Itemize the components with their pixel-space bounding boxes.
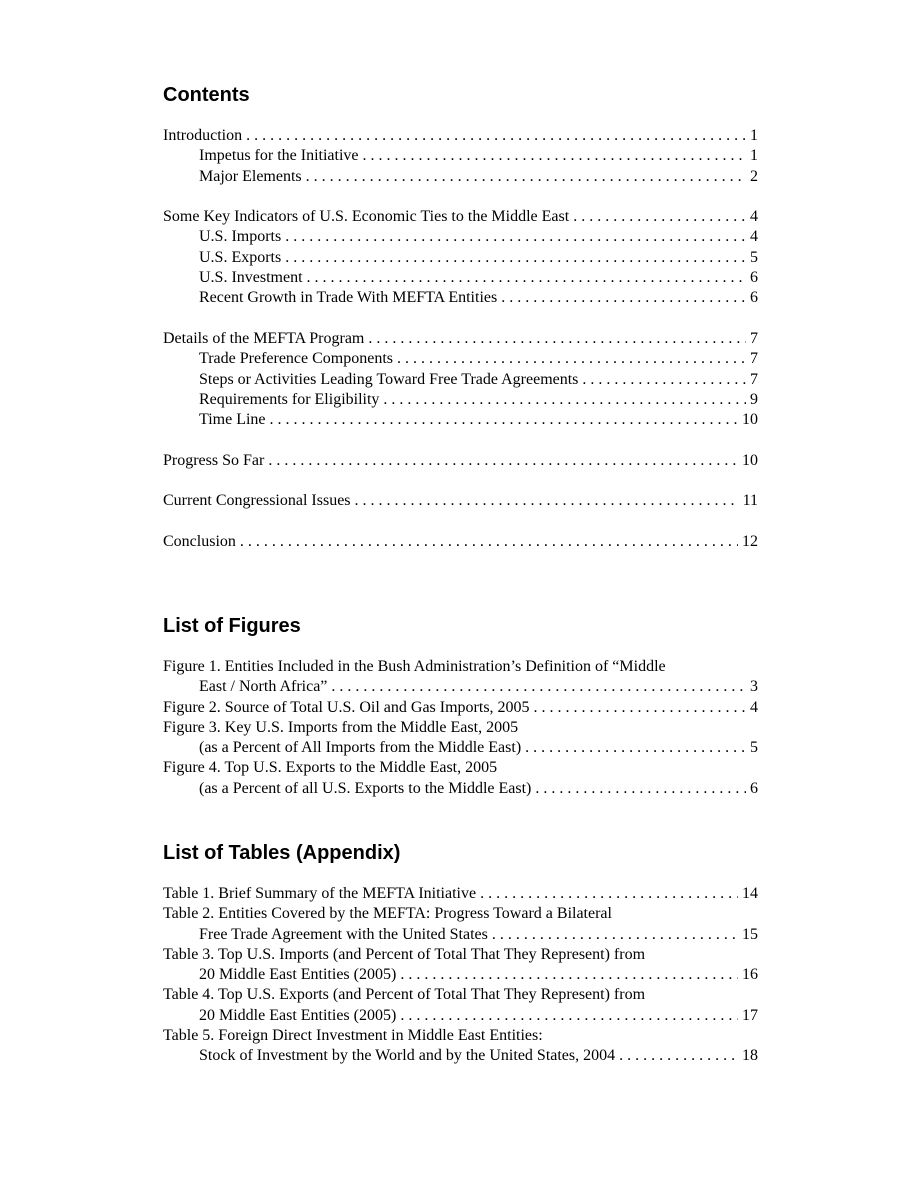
dot-leader bbox=[383, 390, 746, 410]
toc-entry-title: Some Key Indicators of U.S. Economic Ties to the Middle East bbox=[163, 208, 570, 226]
toc-page-number: 4 bbox=[750, 228, 758, 246]
toc-entry[interactable] bbox=[163, 370, 758, 390]
toc-entry-title: Figure 3. Key U.S. Imports from the Middle East, 2005 bbox=[163, 718, 519, 736]
toc-page-number: 11 bbox=[742, 492, 758, 510]
toc-page-number: 1 bbox=[750, 127, 758, 144]
dot-leader bbox=[285, 248, 746, 268]
dot-leader bbox=[619, 1046, 738, 1066]
dot-leader bbox=[525, 738, 746, 758]
dot-leader bbox=[535, 779, 746, 799]
toc-entry-title: Table 5. Foreign Direct Investment in Middle East Entities: bbox=[163, 1027, 543, 1045]
dot-leader bbox=[270, 410, 738, 430]
toc-entry-title: Free Trade Agreement with the United States bbox=[199, 925, 488, 943]
toc-page-number: 14 bbox=[742, 885, 758, 902]
toc-entry[interactable] bbox=[163, 288, 758, 308]
toc-page-number: 5 bbox=[750, 248, 758, 266]
toc-entry-title: (as a Percent of All Imports from the Middle East) bbox=[199, 739, 522, 757]
dot-leader bbox=[573, 207, 746, 227]
toc-page-number: 18 bbox=[742, 1047, 758, 1065]
toc-entry-title: Introduction bbox=[163, 127, 243, 144]
tables-heading: List of Tables (Appendix) bbox=[163, 842, 401, 864]
toc-entry-title: Time Line bbox=[199, 411, 266, 429]
dot-leader bbox=[246, 126, 746, 146]
toc-entry[interactable] bbox=[163, 758, 758, 799]
toc-entry[interactable] bbox=[163, 349, 758, 369]
dot-leader bbox=[268, 451, 738, 471]
toc-page-number: 12 bbox=[742, 532, 758, 550]
toc-entry[interactable] bbox=[163, 945, 758, 986]
toc-page-number: 1 bbox=[750, 147, 758, 165]
contents-heading: Contents bbox=[163, 84, 250, 106]
toc-page-number: 3 bbox=[750, 678, 758, 696]
dot-leader bbox=[400, 1006, 738, 1026]
dot-leader bbox=[331, 677, 746, 697]
toc-entry-title: U.S. Imports bbox=[199, 228, 282, 246]
toc-entry-title: Requirements for Eligibility bbox=[199, 390, 380, 408]
toc-entry[interactable] bbox=[163, 451, 758, 471]
toc-page-number: 6 bbox=[750, 779, 758, 797]
toc-entry[interactable] bbox=[163, 207, 758, 227]
dot-leader bbox=[480, 884, 738, 904]
toc-page-number: 7 bbox=[750, 350, 758, 368]
dot-leader bbox=[240, 532, 738, 552]
dot-leader bbox=[582, 370, 746, 390]
toc-page-number: 4 bbox=[750, 208, 758, 226]
toc-page-number: 6 bbox=[750, 289, 758, 307]
toc-entry-title: Current Congressional Issues bbox=[163, 492, 351, 510]
toc-page-number: 17 bbox=[742, 1006, 758, 1024]
toc-entry[interactable] bbox=[163, 904, 758, 945]
toc-entry[interactable] bbox=[163, 167, 758, 187]
dot-leader bbox=[307, 268, 746, 288]
dot-leader bbox=[492, 925, 738, 945]
toc-entry[interactable] bbox=[163, 329, 758, 349]
toc-entry[interactable] bbox=[163, 146, 758, 166]
toc-entry-title: Table 4. Top U.S. Exports (and Percent of Total That They Represent) from bbox=[163, 986, 646, 1004]
toc-entry[interactable] bbox=[163, 491, 758, 511]
toc-entry[interactable] bbox=[163, 126, 758, 146]
toc-page-number: 7 bbox=[750, 329, 758, 347]
toc-page-number: 10 bbox=[742, 411, 758, 429]
toc-entry-title: Table 2. Entities Covered by the MEFTA: Progress Toward a Bilateral bbox=[163, 905, 612, 923]
toc-entry[interactable] bbox=[163, 390, 758, 410]
toc-entry[interactable] bbox=[163, 657, 758, 698]
toc-entry-title: Figure 1. Entities Included in the Bush Administration’s Definition of “Middle bbox=[163, 658, 666, 675]
toc-entry[interactable] bbox=[163, 268, 758, 288]
dot-leader bbox=[306, 167, 746, 187]
dot-leader bbox=[534, 698, 746, 718]
toc-entry-title: Table 1. Brief Summary of the MEFTA Initiative bbox=[163, 885, 477, 902]
figures-heading: List of Figures bbox=[163, 615, 301, 637]
figures-list bbox=[163, 657, 758, 799]
toc-entry-title: 20 Middle East Entities (2005) bbox=[199, 966, 397, 984]
toc-entry-title: Steps or Activities Leading Toward Free Trade Agreements bbox=[199, 370, 579, 388]
toc-entry-title: Table 3. Top U.S. Imports (and Percent of Total That They Represent) from bbox=[163, 945, 646, 963]
toc-entry-title: Progress So Far bbox=[163, 451, 265, 469]
toc-entry[interactable] bbox=[163, 718, 758, 759]
toc-entry-title: Details of the MEFTA Program bbox=[163, 329, 365, 347]
toc-page-number: 4 bbox=[750, 698, 758, 716]
toc-entry[interactable] bbox=[163, 698, 758, 718]
toc-page-number: 16 bbox=[742, 966, 758, 984]
toc-entry[interactable] bbox=[163, 248, 758, 268]
toc-entry-title: Trade Preference Components bbox=[199, 350, 394, 368]
toc-entry[interactable] bbox=[163, 1026, 758, 1067]
toc-page-number: 6 bbox=[750, 269, 758, 287]
toc-entry-title: Major Elements bbox=[199, 167, 302, 185]
toc-entry-title: Figure 4. Top U.S. Exports to the Middle East, 2005 bbox=[163, 759, 498, 777]
toc-entry-title: Figure 2. Source of Total U.S. Oil and Gas Imports, 2005 bbox=[163, 698, 530, 716]
toc-entry-title: Impetus for the Initiative bbox=[199, 147, 359, 165]
toc-entry-title: Recent Growth in Trade With MEFTA Entities bbox=[199, 289, 498, 307]
toc-entry-title: Stock of Investment by the World and by the United States, 2004 bbox=[199, 1047, 616, 1065]
dot-leader bbox=[400, 965, 738, 985]
toc-entry-title: 20 Middle East Entities (2005) bbox=[199, 1006, 397, 1024]
toc-page-number: 2 bbox=[750, 167, 758, 185]
dot-leader bbox=[397, 349, 746, 369]
toc-entry[interactable] bbox=[163, 532, 758, 552]
dot-leader bbox=[501, 288, 746, 308]
toc-entry-title: U.S. Exports bbox=[199, 248, 282, 266]
toc-entry-title: (as a Percent of all U.S. Exports to the Middle East) bbox=[199, 779, 532, 797]
toc-entry-title: Conclusion bbox=[163, 532, 236, 550]
toc-entry-title: U.S. Investment bbox=[199, 269, 303, 287]
toc-entry[interactable] bbox=[163, 985, 758, 1026]
dot-leader bbox=[355, 491, 739, 511]
toc-page-number: 7 bbox=[750, 370, 758, 388]
toc-entry-title: East / North Africa” bbox=[199, 678, 328, 696]
toc-page-number: 5 bbox=[750, 739, 758, 757]
dot-leader bbox=[285, 227, 746, 247]
toc-entry[interactable] bbox=[163, 884, 758, 904]
dot-leader bbox=[363, 146, 746, 166]
toc-page-number: 9 bbox=[750, 390, 758, 408]
dot-leader bbox=[368, 329, 746, 349]
toc-entry[interactable] bbox=[163, 227, 758, 247]
toc-page-number: 15 bbox=[742, 925, 758, 943]
toc-entry[interactable] bbox=[163, 410, 758, 430]
toc-page-number: 10 bbox=[742, 451, 758, 469]
tables-list bbox=[163, 884, 758, 1067]
contents-list bbox=[163, 126, 758, 552]
